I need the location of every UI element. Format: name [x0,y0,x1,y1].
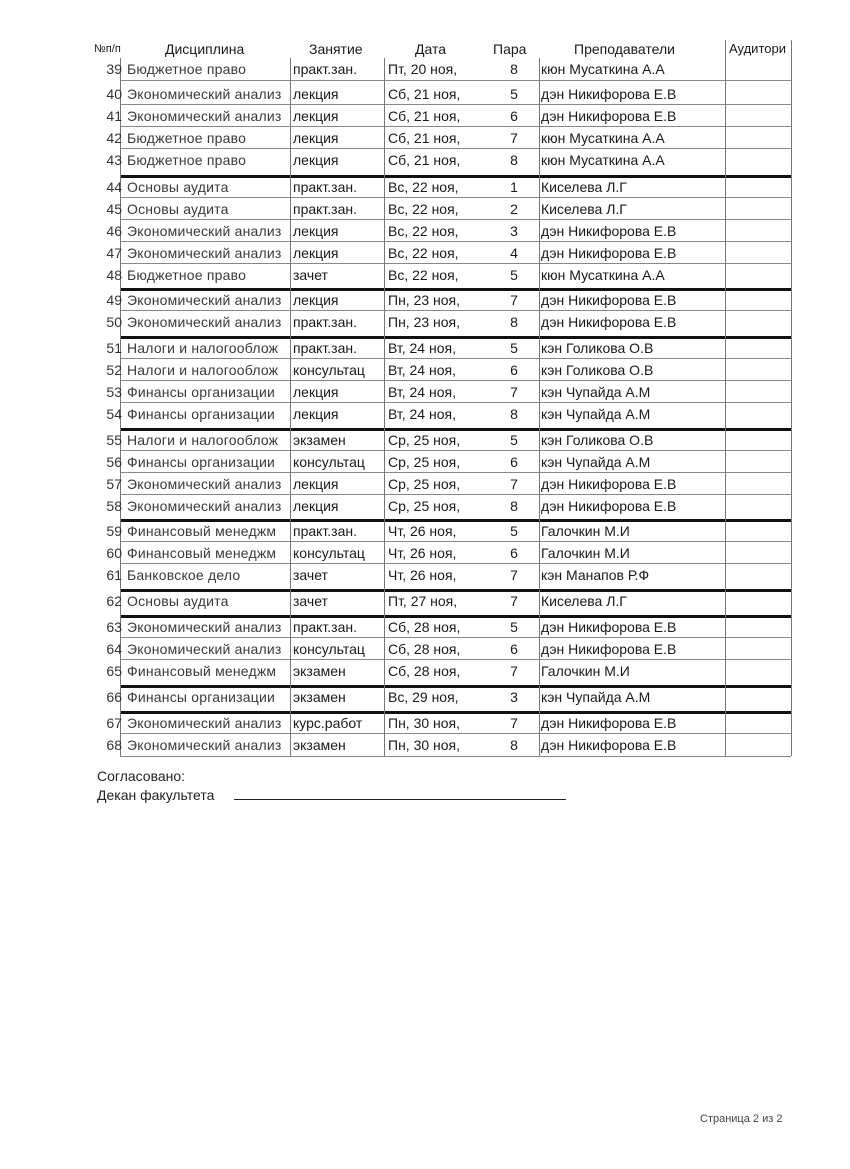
cell-date: Сб, 28 ноя, [388,619,461,635]
cell-type: экзамен [293,432,346,448]
cell-num: 64 [106,641,122,657]
cell-num: 67 [106,715,122,731]
cell-teacher: кэн Голикова О.В [541,340,654,356]
cell-type: экзамен [293,737,346,753]
approved-label: Согласовано: [97,768,186,784]
cell-num: 48 [106,267,122,283]
cell-teacher: кэн Манапов Р.Ф [541,567,650,583]
cell-para: 4 [510,245,518,261]
cell-num: 39 [106,61,122,77]
cell-teacher: дэн Никифорова Е.В [541,314,677,330]
cell-date: Сб, 21 ноя, [388,152,461,168]
table-row [0,58,850,80]
table-row [0,127,850,149]
cell-type: практ.зан. [293,340,358,356]
cell-para: 6 [510,454,518,470]
header-rooms: Аудитори [729,41,786,56]
cell-num: 66 [106,689,122,705]
cell-type: консультац [293,545,365,561]
table-row [0,712,850,734]
cell-num: 43 [106,152,122,168]
cell-teacher: дэн Никифорова Е.В [541,292,677,308]
cell-discipline: Налоги и налогооблож [127,432,279,448]
cell-type: практ.зан. [293,523,358,539]
cell-teacher: дэн Никифорова Е.В [541,108,677,124]
cell-discipline: Экономический анализ [127,223,282,239]
cell-type: лекция [293,292,339,308]
cell-para: 7 [510,130,518,146]
cell-para: 8 [510,737,518,753]
cell-teacher: кэн Голикова О.В [541,362,654,378]
cell-type: лекция [293,406,339,422]
cell-discipline: Экономический анализ [127,641,282,657]
cell-date: Ср, 25 ноя, [388,454,461,470]
table-row [0,403,850,425]
cell-date: Пт, 20 ноя, [388,61,458,77]
cell-num: 68 [106,737,122,753]
cell-num: 42 [106,130,122,146]
cell-type: консультац [293,362,365,378]
cell-type: консультац [293,641,365,657]
header-teachers: Преподаватели [574,41,675,57]
cell-teacher: дэн Никифорова Е.В [541,476,677,492]
cell-teacher: кюн Мусаткина А.А [541,152,665,168]
cell-discipline: Бюджетное право [127,130,247,146]
cell-para: 7 [510,593,518,609]
cell-date: Ср, 25 ноя, [388,498,461,514]
cell-date: Ср, 25 ноя, [388,476,461,492]
cell-date: Пн, 30 ноя, [388,737,461,753]
cell-teacher: дэн Никифорова Е.В [541,245,677,261]
cell-para: 6 [510,545,518,561]
table-row [0,734,850,756]
cell-discipline: Основы аудита [127,593,229,609]
table-row [0,359,850,381]
cell-para: 6 [510,108,518,124]
cell-discipline: Налоги и налогооблож [127,362,279,378]
table-row [0,381,850,403]
cell-num: 45 [106,201,122,217]
cell-type: лекция [293,152,339,168]
cell-type: экзамен [293,663,346,679]
cell-discipline: Основы аудита [127,179,229,195]
table-row [0,198,850,220]
cell-num: 51 [106,340,122,356]
cell-num: 47 [106,245,122,261]
cell-teacher: кюн Мусаткина А.А [541,130,665,146]
cell-teacher: кэн Голикова О.В [541,432,654,448]
cell-date: Чт, 26 ноя, [388,523,457,539]
cell-discipline: Экономический анализ [127,108,282,124]
cell-num: 60 [106,545,122,561]
table-row [0,83,850,105]
cell-discipline: Налоги и налогооблож [127,340,279,356]
cell-type: лекция [293,130,339,146]
cell-teacher: дэн Никифорова Е.В [541,641,677,657]
header-para: Пара [493,41,527,57]
cell-date: Вс, 22 ноя, [388,179,459,195]
cell-para: 7 [510,476,518,492]
cell-type: лекция [293,108,339,124]
cell-teacher: Галочкин М.И [541,663,630,679]
cell-para: 5 [510,619,518,635]
cell-discipline: Экономический анализ [127,737,282,753]
cell-date: Вт, 24 ноя, [388,384,456,400]
cell-num: 52 [106,362,122,378]
cell-para: 8 [510,406,518,422]
cell-discipline: Финансы организации [127,454,276,470]
cell-para: 5 [510,86,518,102]
cell-discipline: Экономический анализ [127,86,282,102]
cell-date: Сб, 21 ноя, [388,130,461,146]
cell-date: Вс, 22 ноя, [388,245,459,261]
cell-para: 7 [510,292,518,308]
cell-discipline: Экономический анализ [127,476,282,492]
cell-teacher: Галочкин М.И [541,523,630,539]
cell-date: Пн, 23 ноя, [388,292,461,308]
table-row [0,242,850,264]
cell-num: 49 [106,292,122,308]
cell-discipline: Финансы организации [127,406,276,422]
cell-date: Ср, 25 ноя, [388,432,461,448]
cell-date: Вс, 29 ноя, [388,689,459,705]
cell-num: 55 [106,432,122,448]
cell-num: 54 [106,406,122,422]
cell-type: практ.зан. [293,314,358,330]
cell-para: 5 [510,340,518,356]
cell-teacher: Киселева Л.Г [541,179,627,195]
cell-para: 1 [510,179,518,195]
table-row [0,289,850,311]
cell-date: Вс, 22 ноя, [388,201,459,217]
cell-discipline: Экономический анализ [127,292,282,308]
row-line [120,756,791,757]
cell-para: 6 [510,362,518,378]
cell-discipline: Экономический анализ [127,245,282,261]
cell-discipline: Бюджетное право [127,61,247,77]
cell-num: 65 [106,663,122,679]
cell-discipline: Экономический анализ [127,619,282,635]
cell-num: 58 [106,498,122,514]
header-number: №п/п [94,43,121,55]
table-row [0,149,850,171]
cell-num: 63 [106,619,122,635]
header-date: Дата [415,41,447,57]
cell-para: 7 [510,715,518,731]
cell-type: консультац [293,454,365,470]
cell-teacher: дэн Никифорова Е.В [541,737,677,753]
cell-type: практ.зан. [293,619,358,635]
cell-para: 8 [510,61,518,77]
header-lesson-type: Занятие [309,41,363,57]
cell-teacher: дэн Никифорова Е.В [541,498,677,514]
cell-discipline: Финансовый менеджм [127,523,277,539]
cell-teacher: кэн Чупайда А.М [541,384,651,400]
cell-discipline: Банковское дело [127,567,241,583]
cell-date: Сб, 21 ноя, [388,86,461,102]
cell-teacher: кэн Чупайда А.М [541,689,651,705]
page-number: Страница 2 из 2 [700,1113,783,1125]
cell-num: 56 [106,454,122,470]
cell-type: лекция [293,384,339,400]
cell-para: 5 [510,432,518,448]
cell-para: 7 [510,384,518,400]
table-row [0,337,850,359]
cell-discipline: Финансы организации [127,689,276,705]
cell-teacher: дэн Никифорова Е.В [541,619,677,635]
cell-discipline: Основы аудита [127,201,229,217]
header-discipline: Дисциплина [165,41,245,57]
cell-num: 46 [106,223,122,239]
cell-type: зачет [293,267,328,283]
cell-type: практ.зан. [293,61,358,77]
cell-type: лекция [293,223,339,239]
table-row [0,451,850,473]
cell-date: Вс, 22 ноя, [388,267,459,283]
table-row [0,311,850,333]
table-row [0,686,850,708]
cell-date: Вт, 24 ноя, [388,406,456,422]
table-row [0,542,850,564]
cell-date: Пт, 27 ноя, [388,593,458,609]
cell-discipline: Финансовый менеджм [127,545,277,561]
dean-label: Декан факультета [97,787,215,803]
cell-num: 53 [106,384,122,400]
cell-teacher: Галочкин М.И [541,545,630,561]
table-row [0,590,850,612]
cell-teacher: дэн Никифорова Е.В [541,715,677,731]
cell-num: 61 [106,567,122,583]
cell-discipline: Бюджетное право [127,152,247,168]
cell-date: Пн, 23 ноя, [388,314,461,330]
cell-discipline: Экономический анализ [127,498,282,514]
cell-num: 57 [106,476,122,492]
table-row [0,520,850,542]
row-line [120,80,791,81]
cell-date: Вт, 24 ноя, [388,362,456,378]
cell-date: Сб, 21 ноя, [388,108,461,124]
table-row [0,429,850,451]
table-row [0,616,850,638]
table-row [0,660,850,682]
cell-type: экзамен [293,689,346,705]
cell-num: 40 [106,86,122,102]
cell-teacher: кюн Мусаткина А.А [541,61,665,77]
cell-teacher: Киселева Л.Г [541,593,627,609]
cell-date: Сб, 28 ноя, [388,641,461,657]
table-row [0,220,850,242]
cell-type: лекция [293,86,339,102]
table-row [0,495,850,517]
cell-num: 50 [106,314,122,330]
cell-date: Вт, 24 ноя, [388,340,456,356]
cell-para: 8 [510,314,518,330]
cell-teacher: кэн Чупайда А.М [541,454,651,470]
cell-type: лекция [293,245,339,261]
cell-type: практ.зан. [293,201,358,217]
table-row [0,638,850,660]
cell-para: 8 [510,152,518,168]
cell-type: зачет [293,593,328,609]
cell-num: 62 [106,593,122,609]
cell-discipline: Финансы организации [127,384,276,400]
cell-teacher: дэн Никифорова Е.В [541,86,677,102]
signature-line [234,799,566,800]
table-row [0,176,850,198]
cell-para: 3 [510,689,518,705]
cell-teacher: кэн Чупайда А.М [541,406,651,422]
cell-type: практ.зан. [293,179,358,195]
table-row [0,473,850,495]
table-row [0,564,850,586]
cell-teacher: Киселева Л.Г [541,201,627,217]
cell-para: 6 [510,641,518,657]
cell-type: лекция [293,498,339,514]
cell-num: 41 [106,108,122,124]
cell-para: 7 [510,567,518,583]
cell-para: 7 [510,663,518,679]
cell-type: курс.работ [293,715,363,731]
cell-discipline: Экономический анализ [127,715,282,731]
cell-date: Чт, 26 ноя, [388,545,457,561]
cell-type: лекция [293,476,339,492]
cell-para: 5 [510,267,518,283]
table-row [0,105,850,127]
cell-date: Пн, 30 ноя, [388,715,461,731]
cell-discipline: Финансовый менеджм [127,663,277,679]
cell-type: зачет [293,567,328,583]
table-row [0,264,850,286]
cell-para: 8 [510,498,518,514]
cell-date: Чт, 26 ноя, [388,567,457,583]
cell-num: 44 [106,179,122,195]
cell-discipline: Экономический анализ [127,314,282,330]
cell-num: 59 [106,523,122,539]
cell-para: 2 [510,201,518,217]
cell-teacher: дэн Никифорова Е.В [541,223,677,239]
cell-teacher: кюн Мусаткина А.А [541,267,665,283]
cell-para: 5 [510,523,518,539]
cell-date: Вс, 22 ноя, [388,223,459,239]
cell-discipline: Бюджетное право [127,267,247,283]
cell-para: 3 [510,223,518,239]
cell-date: Сб, 28 ноя, [388,663,461,679]
